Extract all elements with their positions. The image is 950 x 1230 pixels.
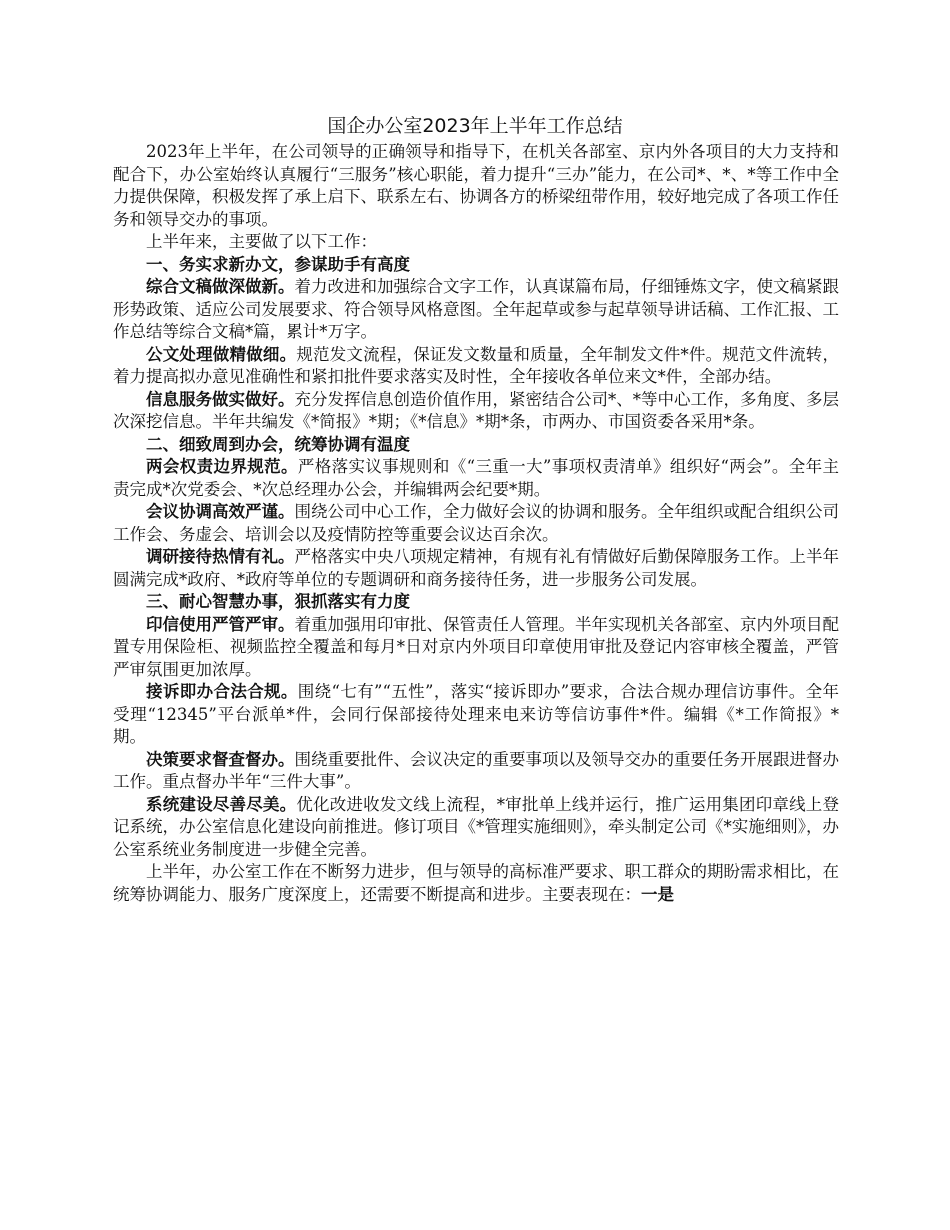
paragraph-text: 着力改进和加强综合文字工作，认真谋篇布局，仔细锤炼文字，使文稿紧跟形势政策、适应公司发展要求、符合领导风格意图。全年起草或参与起草领导讲话稿、工作汇报、工作总结等综合文稿*篇，累计*万字。 — [113, 277, 839, 341]
paragraph-lead: 调研接待热情有礼。 — [146, 547, 295, 566]
closing-tail: 一是 — [641, 884, 674, 904]
section-1-heading: 一、务实求新办文，参谋助手有高度 — [146, 254, 410, 274]
paragraph-text: 上半年，办公室工作在不断努力进步，但与领导的高标准严要求、职工群众的期盼需求相比，在统筹协调能力、服务广度深度上，还需要不断提高和进步。主要表现在： — [113, 862, 839, 904]
section-1-paragraph-2 — [113, 344, 839, 389]
section-3-paragraph-3 — [113, 749, 839, 794]
paragraph-lead: 接诉即办合法合规。 — [146, 682, 298, 701]
paragraph-text: 充分发挥信息创造价值作用，紧密结合公司*、*等中心工作，多角度、多层次深挖信息。半年共编发《*简报》*期；《*信息》*期*条，市两办、市国资委各采用*条。 — [113, 389, 839, 431]
paragraph-text: 严格落实中央八项规定精神，有规有礼有情做好后勤保障服务工作。上半年圆满完成*政府、*政府等单位的专题调研和商务接待任务，进一步服务公司发展。 — [113, 547, 839, 589]
intro-paragraph: 2023年上半年，在公司领导的正确领导和指导下，在机关各部室、京内外各项目的大力支持和配合下，办公室始终认真履行“三服务”核心职能，着力提升“三办”能力，在公司*、*、*等工作中全力提供保障，积极发挥了承上启下、联系左右、协调各方的桥梁纽带作用，较好地完成了各项工作任务和领导交办的事项。 — [113, 142, 839, 229]
paragraph-lead: 综合文稿做深做新。 — [146, 277, 295, 296]
paragraph-lead: 会议协调高效严谨。 — [146, 502, 295, 521]
paragraph-text: 围绕重要批件、会议决定的重要事项以及领导交办的重要任务开展跟进督办工作。重点督办半年“三件大事”。 — [113, 749, 839, 791]
paragraph-text: 规范发文流程，保证发文数量和质量，全年制发文件*件。规范文件流转，着力提高拟办意见准确性和紧扣批件要求落实及时性，全年接收各单位来文*件，全部办结。 — [113, 344, 840, 386]
paragraph-text: 严格落实议事规则和《“三重一大”事项权责清单》组织好“两会”。全年主责完成*次党委会、*次总经理办公会，并编辑两会纪要*期。 — [113, 457, 839, 499]
paragraph-text: 着重加强用印审批、保管责任人管理。半年实现机关各部室、京内外项目配置专用保险柜、视频监控全覆盖和每月*日对京内外项目印章使用审批及登记内容审核全覆盖，严管严审氛围更加浓厚。 — [113, 614, 839, 679]
paragraph-lead: 系统建设尽善尽美。 — [146, 794, 297, 814]
section-3-heading: 三、耐心智慧办事，狠抓落实有力度 — [146, 592, 410, 611]
section-3-paragraph-2 — [113, 681, 839, 749]
document-title: 国企办公室2023年上半年工作总结 — [327, 115, 623, 137]
paragraph-lead: 信息服务做实做好。 — [146, 389, 295, 409]
section-3-paragraph-1 — [113, 614, 839, 682]
paragraph-text: 优化改进收发文线上流程，*审批单上线并运行，推广运用集团印章线上登记系统，办公室信息化建设向前推进。修订项目《*管理实施细则》，牵头制定公司《*实施细则》，办公室系统业务制度进一步健全完善。 — [113, 794, 840, 859]
paragraph-text: 围绕“七有”“五性”，落实“接诉即办”要求，合法合规办理信访事件。全年受理“12345”平台派单*件，会同行保部接待处理来电来访等信访事件*件。编辑《*工作简报》*期。 — [113, 682, 839, 746]
closing-paragraph — [113, 861, 839, 906]
paragraph-lead: 公文处理做精做细。 — [146, 344, 297, 364]
section-2-heading: 二、细致周到办会，统筹协调有温度 — [146, 434, 410, 454]
document-body — [113, 141, 839, 906]
section-1-paragraph-1 — [113, 276, 839, 344]
overview-paragraph: 上半年来，主要做了以下工作： — [146, 232, 377, 251]
section-2-paragraph-2 — [113, 501, 839, 546]
paragraph-lead: 决策要求督查督办。 — [146, 749, 295, 769]
section-2-paragraph-3 — [113, 546, 839, 591]
section-1-paragraph-3 — [113, 389, 839, 434]
section-2-paragraph-1 — [113, 456, 839, 501]
paragraph-lead: 印信使用严管严审。 — [146, 614, 295, 634]
paragraph-text: 围绕公司中心工作，全力做好会议的协调和服务。全年组织或配合组织公司工作会、务虚会、培训会以及疫情防控等重要会议达百余次。 — [113, 502, 839, 544]
section-3-paragraph-4 — [113, 794, 839, 862]
paragraph-lead: 两会权责边界规范。 — [146, 457, 298, 476]
